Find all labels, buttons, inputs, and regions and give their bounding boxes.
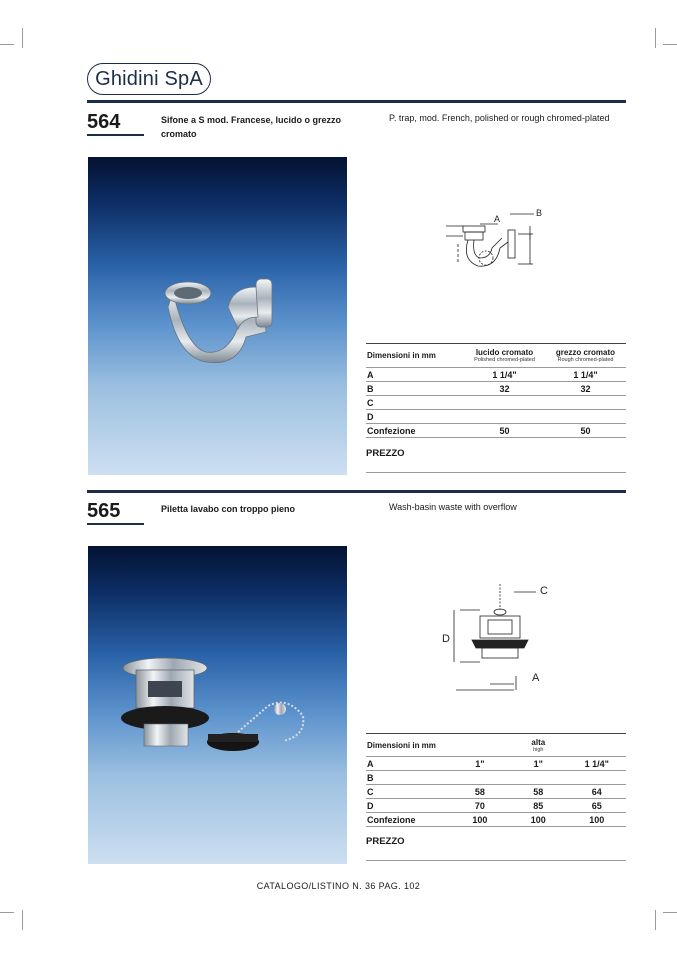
header-rule bbox=[87, 100, 626, 103]
row-label: D bbox=[366, 410, 464, 424]
cell-value: 1" bbox=[451, 757, 509, 771]
product-title-it: Sifone a S mod. Francese, lucido o grezzo cromato bbox=[161, 115, 342, 139]
product-photo bbox=[88, 157, 347, 475]
cell-value: 1 1/4" bbox=[464, 368, 545, 382]
table-row bbox=[366, 410, 626, 424]
table-header-label: Dimensioni in mm bbox=[366, 734, 451, 757]
brand-logo bbox=[87, 63, 211, 95]
cell-value: 85 bbox=[509, 799, 567, 813]
product-photo bbox=[88, 546, 347, 864]
crop-mark bbox=[22, 28, 23, 48]
crop-mark bbox=[655, 910, 656, 930]
crop-mark bbox=[663, 44, 677, 45]
price-rule bbox=[366, 860, 626, 861]
crop-mark bbox=[663, 912, 677, 913]
column-header-main: lucido cromato bbox=[475, 348, 534, 357]
s-trap-photo-icon bbox=[88, 157, 347, 475]
table-row bbox=[366, 785, 626, 799]
table-row bbox=[366, 382, 626, 396]
row-label: B bbox=[366, 382, 464, 396]
drawing-label: B bbox=[536, 208, 543, 218]
table-row bbox=[366, 368, 626, 382]
cell-value: 32 bbox=[464, 382, 545, 396]
column-header bbox=[545, 344, 626, 368]
page-footer: CATALOGO/LISTINO N. 36 PAG. 102 bbox=[256, 881, 421, 891]
column-header bbox=[451, 734, 509, 757]
row-label: Confezione bbox=[366, 424, 464, 438]
table-header-label: Dimensioni in mm bbox=[366, 344, 464, 368]
drawing-label: C bbox=[540, 585, 548, 597]
cell-value: 100 bbox=[451, 813, 509, 827]
column-header-sub: Rough chromed-plated bbox=[557, 357, 614, 363]
crop-mark bbox=[0, 44, 14, 45]
cell-value: 58 bbox=[451, 785, 509, 799]
drawing-label: A bbox=[532, 672, 540, 684]
cell-value bbox=[545, 396, 626, 410]
dimensions-table bbox=[366, 733, 626, 827]
row-label: D bbox=[366, 799, 451, 813]
crop-mark bbox=[0, 912, 14, 913]
basin-waste-photo-icon bbox=[88, 546, 347, 864]
column-header bbox=[509, 734, 567, 757]
row-label: C bbox=[366, 785, 451, 799]
product-code-underline bbox=[87, 523, 144, 525]
cell-value: 58 bbox=[509, 785, 567, 799]
table-row bbox=[366, 771, 626, 785]
row-label: A bbox=[366, 757, 451, 771]
cell-value: 70 bbox=[451, 799, 509, 813]
brand-name: Ghidini SpA bbox=[95, 67, 203, 90]
product-title-it: Piletta lavabo con troppo pieno bbox=[161, 504, 296, 514]
cell-value bbox=[545, 410, 626, 424]
column-header-main: grezzo cromato bbox=[555, 348, 616, 357]
row-label: Confezione bbox=[366, 813, 451, 827]
cell-value: 50 bbox=[545, 424, 626, 438]
cell-value: 1 1/4" bbox=[545, 368, 626, 382]
column-header-sub: high bbox=[533, 746, 544, 753]
cell-value bbox=[509, 771, 567, 785]
cell-value bbox=[464, 396, 545, 410]
cell-value: 50 bbox=[464, 424, 545, 438]
crop-mark bbox=[22, 910, 23, 930]
cell-value: 1 1/4" bbox=[568, 757, 627, 771]
row-label: A bbox=[366, 368, 464, 382]
drawing-label: D bbox=[442, 633, 450, 645]
cell-value bbox=[464, 410, 545, 424]
product-title-en: Wash-basin waste with overflow bbox=[389, 502, 517, 512]
cell-value: 32 bbox=[545, 382, 626, 396]
row-label: B bbox=[366, 771, 451, 785]
table-row bbox=[366, 757, 626, 771]
table-row bbox=[366, 424, 626, 438]
column-header-sub: Polished chromed-plated bbox=[474, 357, 535, 363]
column-header-main: alta bbox=[531, 737, 546, 747]
table-row bbox=[366, 396, 626, 410]
section-rule bbox=[87, 490, 626, 493]
price-label: PREZZO bbox=[366, 836, 405, 847]
cell-value: 1" bbox=[509, 757, 567, 771]
column-header bbox=[568, 734, 627, 757]
cell-value bbox=[451, 771, 509, 785]
table-row bbox=[366, 799, 626, 813]
cell-value: 100 bbox=[568, 813, 627, 827]
column-header bbox=[464, 344, 545, 368]
technical-drawing-icon bbox=[440, 580, 552, 704]
drawing-label: A bbox=[494, 214, 501, 224]
price-label: PREZZO bbox=[366, 448, 405, 459]
cell-value: 65 bbox=[568, 799, 627, 813]
cell-value: 100 bbox=[509, 813, 567, 827]
crop-mark bbox=[655, 28, 656, 48]
product-code: 564 bbox=[87, 111, 121, 133]
table-row bbox=[366, 813, 626, 827]
product-title-en: P. trap, mod. French, polished or rough chromed-plated bbox=[389, 113, 610, 123]
row-label: C bbox=[366, 396, 464, 410]
technical-drawing-icon bbox=[438, 204, 550, 282]
product-code: 565 bbox=[87, 500, 121, 522]
dimensions-table bbox=[366, 343, 626, 438]
cell-value bbox=[568, 771, 627, 785]
cell-value: 64 bbox=[568, 785, 627, 799]
price-rule bbox=[366, 472, 626, 473]
product-code-underline bbox=[87, 134, 144, 136]
